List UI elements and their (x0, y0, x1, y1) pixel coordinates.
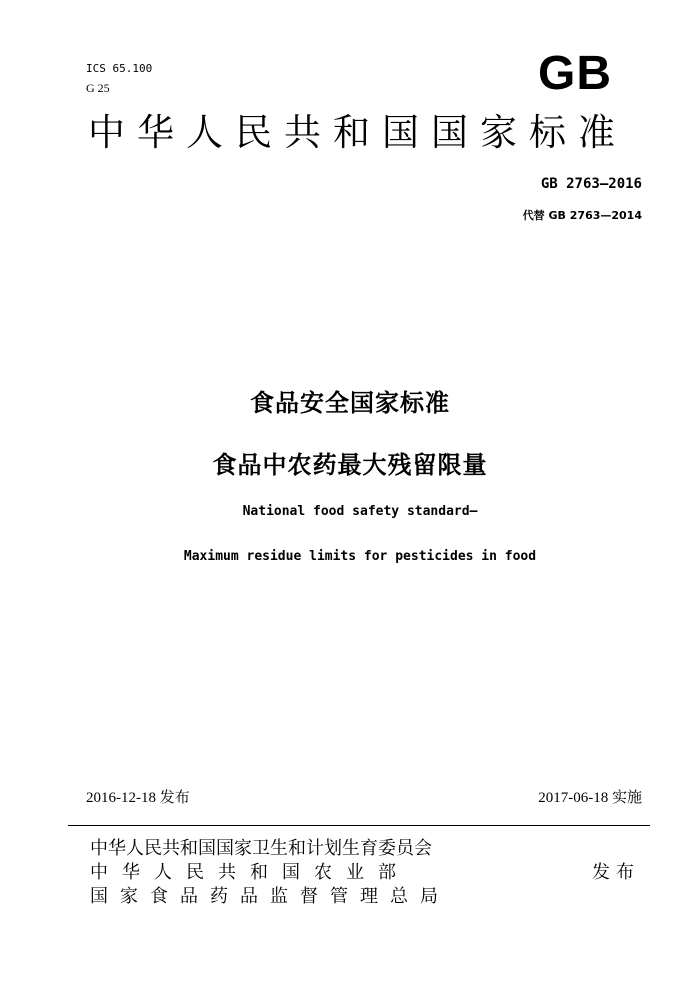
divider-line (68, 825, 650, 826)
publisher-line1: 中华人民共和国国家卫生和计划生育委员会 (90, 838, 432, 859)
standard-number: GB 2763—2016 (540, 176, 642, 192)
ics-code: ICS 65.100 (86, 62, 153, 75)
title-en-line2: Maximum residue limits for pesticides in food (183, 549, 537, 564)
issue-date: 2016-12-18 发布 (86, 790, 190, 806)
national-standard-heading: 中华人民共和国国家标准 (88, 111, 627, 154)
title-en-line1: National food safety standard— (242, 504, 478, 519)
publisher-line2: 中华人民共和国农业部 (90, 862, 410, 883)
publisher-line3: 国家食品药品监督管理总局 (90, 886, 450, 907)
classification-code: G 25 (86, 81, 110, 95)
implementation-date: 2017-06-18 实施 (538, 790, 642, 806)
gb-logo: GB (538, 47, 612, 100)
replaces-standard: 代替 GB 2763—2014 (522, 209, 642, 222)
title-cn-line1: 食品安全国家标准 (250, 389, 450, 417)
publish-action: 发布 (592, 862, 640, 883)
title-cn-line2: 食品中农药最大残留限量 (212, 451, 488, 479)
